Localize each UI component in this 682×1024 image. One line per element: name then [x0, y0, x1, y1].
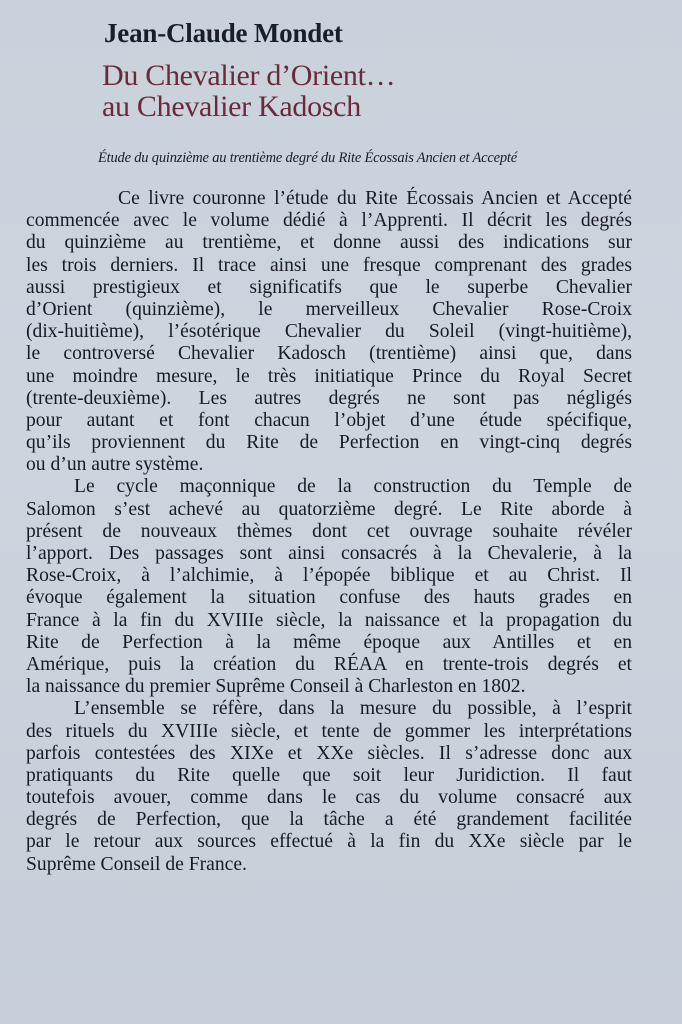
blurb-line: des rituels du XVIIIe siècle, et tente de gommer les interprétations	[26, 720, 632, 742]
blurb-line: du quinzième au trentième, et donne aussi des indications sur	[26, 232, 632, 254]
blurb-line: Ce livre couronne l’étude du Rite Écossais Ancien et Accepté	[118, 188, 632, 209]
blurb-line: ou d’un autre système.	[26, 454, 204, 476]
blurb-line: pratiquants du Rite quelle que soit leur Juridiction. Il faut	[26, 764, 632, 786]
blurb-line: d’Orient (quinzième), le merveilleux Chevalier Rose-Croix	[26, 298, 632, 320]
blurb-line: (trente-deuxième). Les autres degrés ne sont pas négligés	[26, 387, 632, 409]
blurb-line: qu’ils proviennent du Rite de Perfection en vingt-cinq degrés	[26, 432, 632, 454]
blurb-line: Le cycle maçonnique de la construction du Temple de	[74, 476, 632, 498]
blurb-line: France à la fin du XVIIIe siècle, la naissance et la propagation du	[26, 609, 632, 631]
blurb-line: Suprême Conseil de France.	[26, 853, 247, 875]
book-title-line-1: Du Chevalier d’Orient…	[102, 59, 396, 92]
blurb-line: la naissance du premier Suprême Conseil à Charleston en 1802.	[26, 676, 526, 698]
book-title	[102, 60, 395, 122]
blurb-line: (dix-huitième), l’ésotérique Chevalier du Soleil (vingt-huitième),	[26, 321, 632, 343]
blurb-line: L’ensemble se réfère, dans la mesure du possible, à l’esprit	[74, 698, 632, 720]
blurb-line: par le retour aux sources effectué à la fin du XXe siècle par le	[26, 831, 632, 853]
blurb-line: évoque également la situation confuse des hauts grades en	[26, 587, 632, 609]
blurb-line: Rose-Croix, à l’alchimie, à l’épopée biblique et au Christ. Il	[26, 565, 632, 587]
blurb-line: pour autant et font chacun l’objet d’une étude spécifique,	[26, 409, 632, 431]
blurb-line: toutefois avouer, comme dans le cas du volume consacré aux	[26, 787, 632, 809]
blurb-line: l’apport. Des passages sont ainsi consacrés à la Chevalerie, à la	[26, 543, 632, 564]
blurb-line: commencée avec le volume dédié à l’Apprenti. Il décrit les degrés	[26, 210, 632, 232]
blurb-line: une moindre mesure, le très initiatique Prince du Royal Secret	[26, 365, 632, 387]
author-name: Jean-Claude Mondet	[104, 18, 343, 48]
book-title-line-2: au Chevalier Kadosch	[102, 90, 361, 123]
blurb-line: Salomon s’est achevé au quatorzième degré. Le Rite aborde à	[26, 498, 632, 520]
blurb-line: Amérique, puis la création du RÉAA en trente-trois degrés et	[26, 653, 632, 675]
blurb-line: Rite de Perfection à la même époque aux Antilles et en	[26, 631, 632, 653]
blurb-line: parfois contestées des XIXe et XXe siècles. Il s’adresse donc aux	[26, 742, 632, 764]
blurb-line: présent de nouveaux thèmes dont cet ouvrage souhaite révéler	[26, 520, 632, 542]
blurb-line: degrés de Perfection, que la tâche a été grandement facilitée	[26, 809, 632, 831]
book-subtitle: Étude du quinzième au trentième degré du Rite Écossais Ancien et Accepté	[98, 150, 518, 166]
blurb-line: aussi prestigieux et significatifs que le superbe Chevalier	[26, 276, 632, 298]
blurb-line: les trois derniers. Il trace ainsi une fresque comprenant des grades	[26, 254, 632, 276]
blurb-line: le controversé Chevalier Kadosch (trentième) ainsi que, dans	[26, 343, 632, 365]
blurb-text	[26, 188, 632, 876]
